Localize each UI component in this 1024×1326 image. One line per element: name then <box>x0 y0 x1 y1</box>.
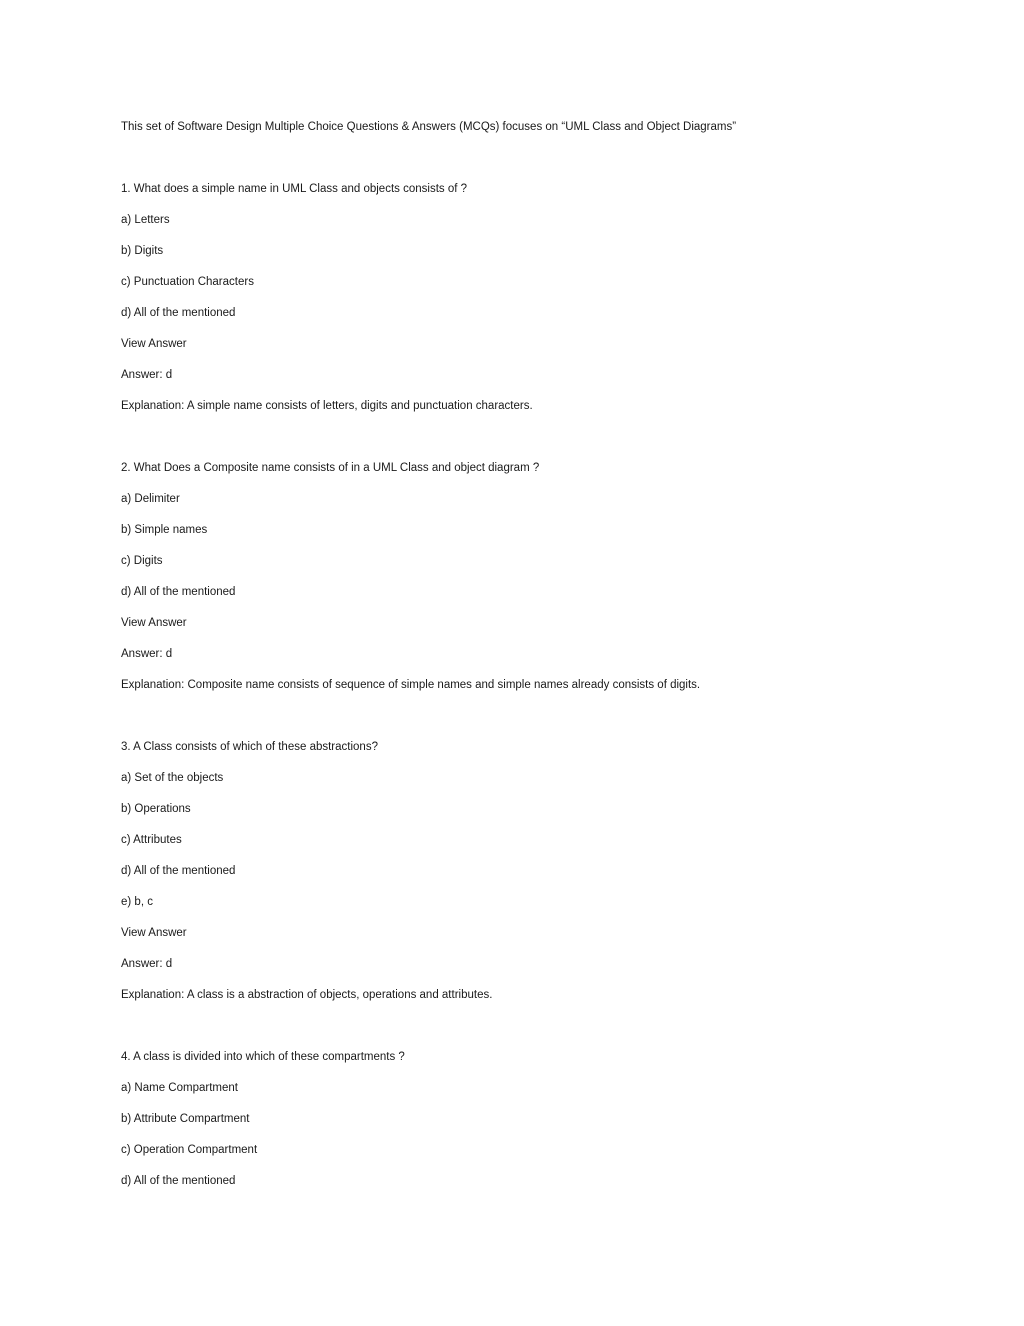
intro-text: This set of Software Design Multiple Choice Questions & Answers (MCQs) focuses on “UML Class and Object Diagrams” <box>121 121 737 133</box>
answer-text: Answer: d <box>121 958 173 970</box>
option-d: d) All of the mentioned <box>121 586 236 598</box>
option-b: b) Operations <box>121 803 191 815</box>
option-b: b) Attribute Compartment <box>121 1113 250 1125</box>
question-3 <box>121 740 921 1003</box>
question-text: 2. What Does a Composite name consists of in a UML Class and object diagram ? <box>121 462 540 474</box>
option-a: a) Name Compartment <box>121 1082 238 1094</box>
option-b: b) Digits <box>121 245 164 257</box>
question-text: 4. A class is divided into which of these compartments ? <box>121 1051 405 1063</box>
question-4 <box>121 1050 921 1189</box>
question-2 <box>121 461 921 693</box>
answer-text: Answer: d <box>121 648 173 660</box>
option-c: c) Operation Compartment <box>121 1144 258 1156</box>
view-answer-link[interactable]: View Answer <box>121 927 187 939</box>
option-d: d) All of the mentioned <box>121 307 236 319</box>
option-a: a) Letters <box>121 214 170 226</box>
option-d: d) All of the mentioned <box>121 865 236 877</box>
question-text: 3. A Class consists of which of these abstractions? <box>121 741 378 753</box>
answer-text: Answer: d <box>121 369 173 381</box>
document-content <box>121 120 921 1236</box>
option-c: c) Attributes <box>121 834 182 846</box>
question-1 <box>121 182 921 414</box>
option-b: b) Simple names <box>121 524 208 536</box>
option-a: a) Delimiter <box>121 493 180 505</box>
option-c: c) Digits <box>121 555 163 567</box>
option-c: c) Punctuation Characters <box>121 276 254 288</box>
view-answer-link[interactable]: View Answer <box>121 617 187 629</box>
question-text: 1. What does a simple name in UML Class and objects consists of ? <box>121 183 468 195</box>
option-e: e) b, c <box>121 896 153 908</box>
option-a: a) Set of the objects <box>121 772 224 784</box>
option-d: d) All of the mentioned <box>121 1175 236 1187</box>
explanation-text: Explanation: A class is a abstraction of objects, operations and attributes. <box>121 989 493 1001</box>
explanation-text: Explanation: Composite name consists of sequence of simple names and simple names already consists of digits. <box>121 679 701 691</box>
explanation-text: Explanation: A simple name consists of letters, digits and punctuation characters. <box>121 400 533 412</box>
view-answer-link[interactable]: View Answer <box>121 338 187 350</box>
